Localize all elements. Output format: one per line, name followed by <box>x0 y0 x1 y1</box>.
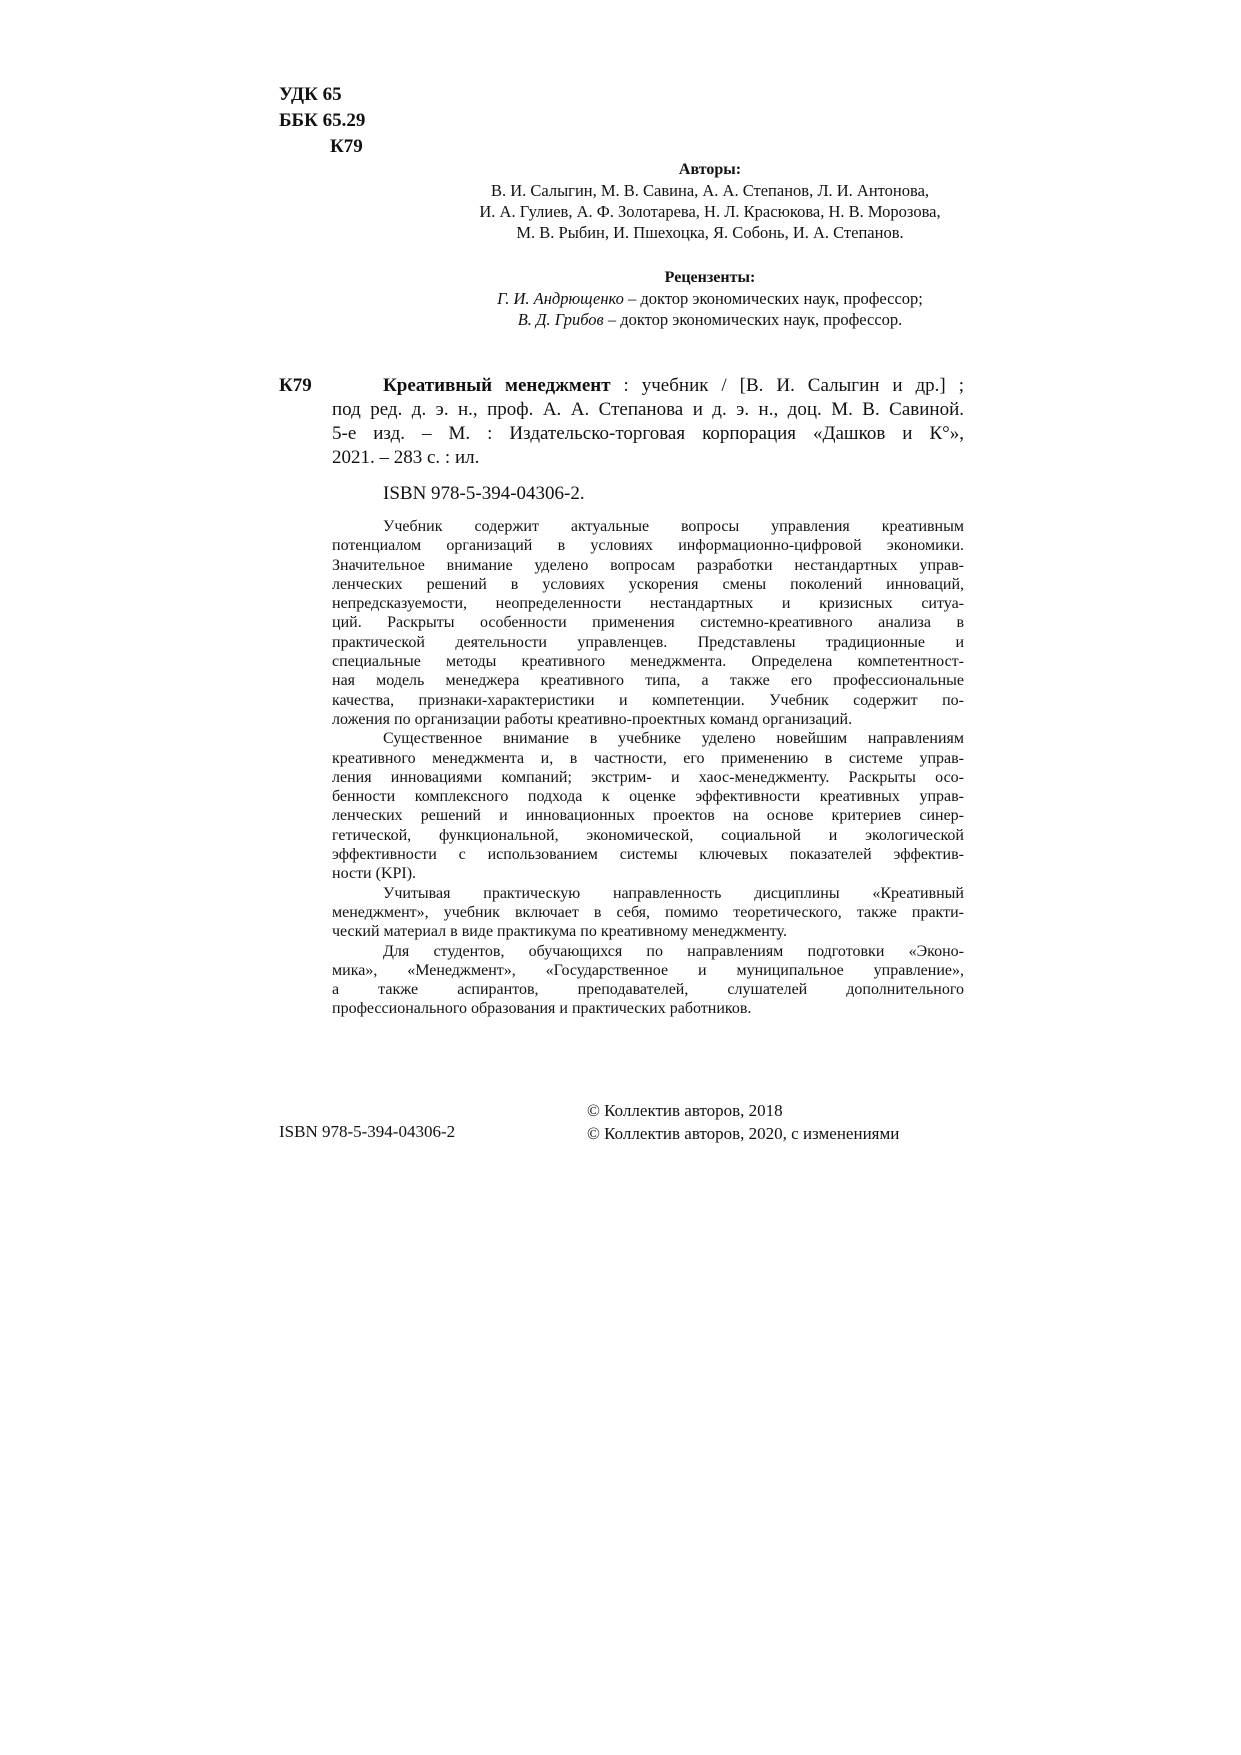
bibliographic-isbn: ISBN 978-5-394-04306-2. <box>383 483 585 504</box>
abstract-line: а также аспирантов, преподавателей, слушателей дополнительного <box>332 981 964 999</box>
abstract-line: бенности комплексного подхода к оценке эффективности креативных управ- <box>332 788 964 806</box>
reviewer-line <box>300 288 1120 309</box>
bibliographic-mark: К79 <box>279 375 312 396</box>
abstract-line: креативного менеджмента и, в частности, его применению в системе управ- <box>332 749 964 767</box>
copyright-line: © Коллектив авторов, 2018 <box>587 1101 783 1120</box>
bbk-code: ББК 65.29 <box>279 110 366 131</box>
footer-isbn: ISBN 978-5-394-04306-2 <box>279 1122 456 1141</box>
abstract-line: Учебник содержит актуальные вопросы управления креативным <box>383 518 964 535</box>
abstract-line: ности (KPI). <box>332 865 417 883</box>
abstract-line: качества, признаки-характеристики и компетенции. Учебник содержит по- <box>332 691 964 709</box>
abstract-line: ленческих решений и инновационных проектов на основе критериев синер- <box>332 807 964 825</box>
authors-line: И. А. Гулиев, А. Ф. Золотарева, Н. Л. Красюкова, Н. В. Морозова, <box>479 202 941 221</box>
bibliographic-record <box>332 374 964 470</box>
abstract-line: практической деятельности управленцев. Представлены традиционные и <box>332 633 964 651</box>
abstract-line: Учитывая практическую направленность дисциплины «Креативный <box>383 884 964 902</box>
bib-line-rest: : учебник / [В. И. Салыгин и др.] ; <box>610 375 964 396</box>
abstract-line: гетической, функциональной, экономической, социальной и экологической <box>332 826 964 844</box>
book-title: Креативный менеджмент <box>383 375 611 396</box>
authors-heading: Авторы: <box>678 161 742 178</box>
reviewer-desc: – доктор экономических наук, профессор. <box>603 310 903 329</box>
bib-line: 5-е изд. – М. : Издательско-торговая корпорация «Дашков и К°», <box>332 423 964 444</box>
udk-code: УДК 65 <box>279 84 342 105</box>
authors-line: В. И. Салыгин, М. В. Савина, А. А. Степанов, Л. И. Антонова, <box>490 181 930 200</box>
copyright-block <box>587 1099 899 1145</box>
abstract-line: Значительное внимание уделено вопросам разработки нестандартных управ- <box>332 556 964 574</box>
abstract-line: ческий материал в виде практикума по креативному менеджменту. <box>332 923 787 941</box>
reviewer-line <box>300 309 1120 330</box>
reviewer-name: Г. И. Андрющенко <box>497 289 624 308</box>
bib-line: 2021. – 283 с. : ил. <box>332 447 480 468</box>
author-mark: К79 <box>330 136 363 157</box>
abstract-line: ций. Раскрыты особенности применения системно-креативного анализа в <box>332 614 964 632</box>
abstract-line: ленческих решений в условиях ускорения смены поколений инноваций, <box>332 575 964 593</box>
abstract <box>332 517 964 1019</box>
abstract-line: эффективности с использованием системы ключевых показателей эффектив- <box>332 846 964 864</box>
abstract-line: Существенное внимание в учебнике уделено новейшим направлениям <box>383 730 964 748</box>
reviewer-desc: – доктор экономических наук, профессор; <box>623 289 923 308</box>
abstract-line: ная модель менеджера креативного типа, а также его профессиональные <box>332 672 964 690</box>
reviewers-heading: Рецензенты: <box>664 269 756 286</box>
reviewer-name: В. Д. Грибов <box>517 310 604 329</box>
authors-line: М. В. Рыбин, И. Пшехоцка, Я. Собонь, И. А. Степанов. <box>516 223 904 242</box>
abstract-line: ления инновациями компаний; экстрим- и хаос-менеджменту. Раскрыты осо- <box>332 768 964 786</box>
copyright-line: © Коллектив авторов, 2020, с изменениями <box>587 1124 900 1143</box>
abstract-line: специальные методы креативного менеджмента. Определена компетентност- <box>332 653 964 671</box>
abstract-line: менеджмент», учебник включает в себя, помимо теоретического, также практи- <box>332 903 964 921</box>
abstract-line: потенциалом организаций в условиях информационно-цифровой экономики. <box>332 537 964 555</box>
classification-codes <box>279 82 365 160</box>
authors-block <box>300 159 1120 243</box>
bib-line: под ред. д. э. н., проф. А. А. Степанова и д. э. н., доц. М. В. Савиной. <box>332 399 964 420</box>
abstract-line: непредсказуемости, неопределенности нестандартных и кризисных ситуа- <box>332 595 964 613</box>
abstract-line: ложения по организации работы креативно-проектных команд организаций. <box>332 710 853 728</box>
reviewers-block <box>300 267 1120 330</box>
abstract-line: профессионального образования и практических работников. <box>332 1000 752 1018</box>
abstract-line: Для студентов, обучающихся по направлениям подготовки «Эконо- <box>383 942 964 960</box>
bib-line <box>332 374 964 398</box>
abstract-line: мика», «Менеджмент», «Государственное и муниципальное управление», <box>332 961 964 979</box>
